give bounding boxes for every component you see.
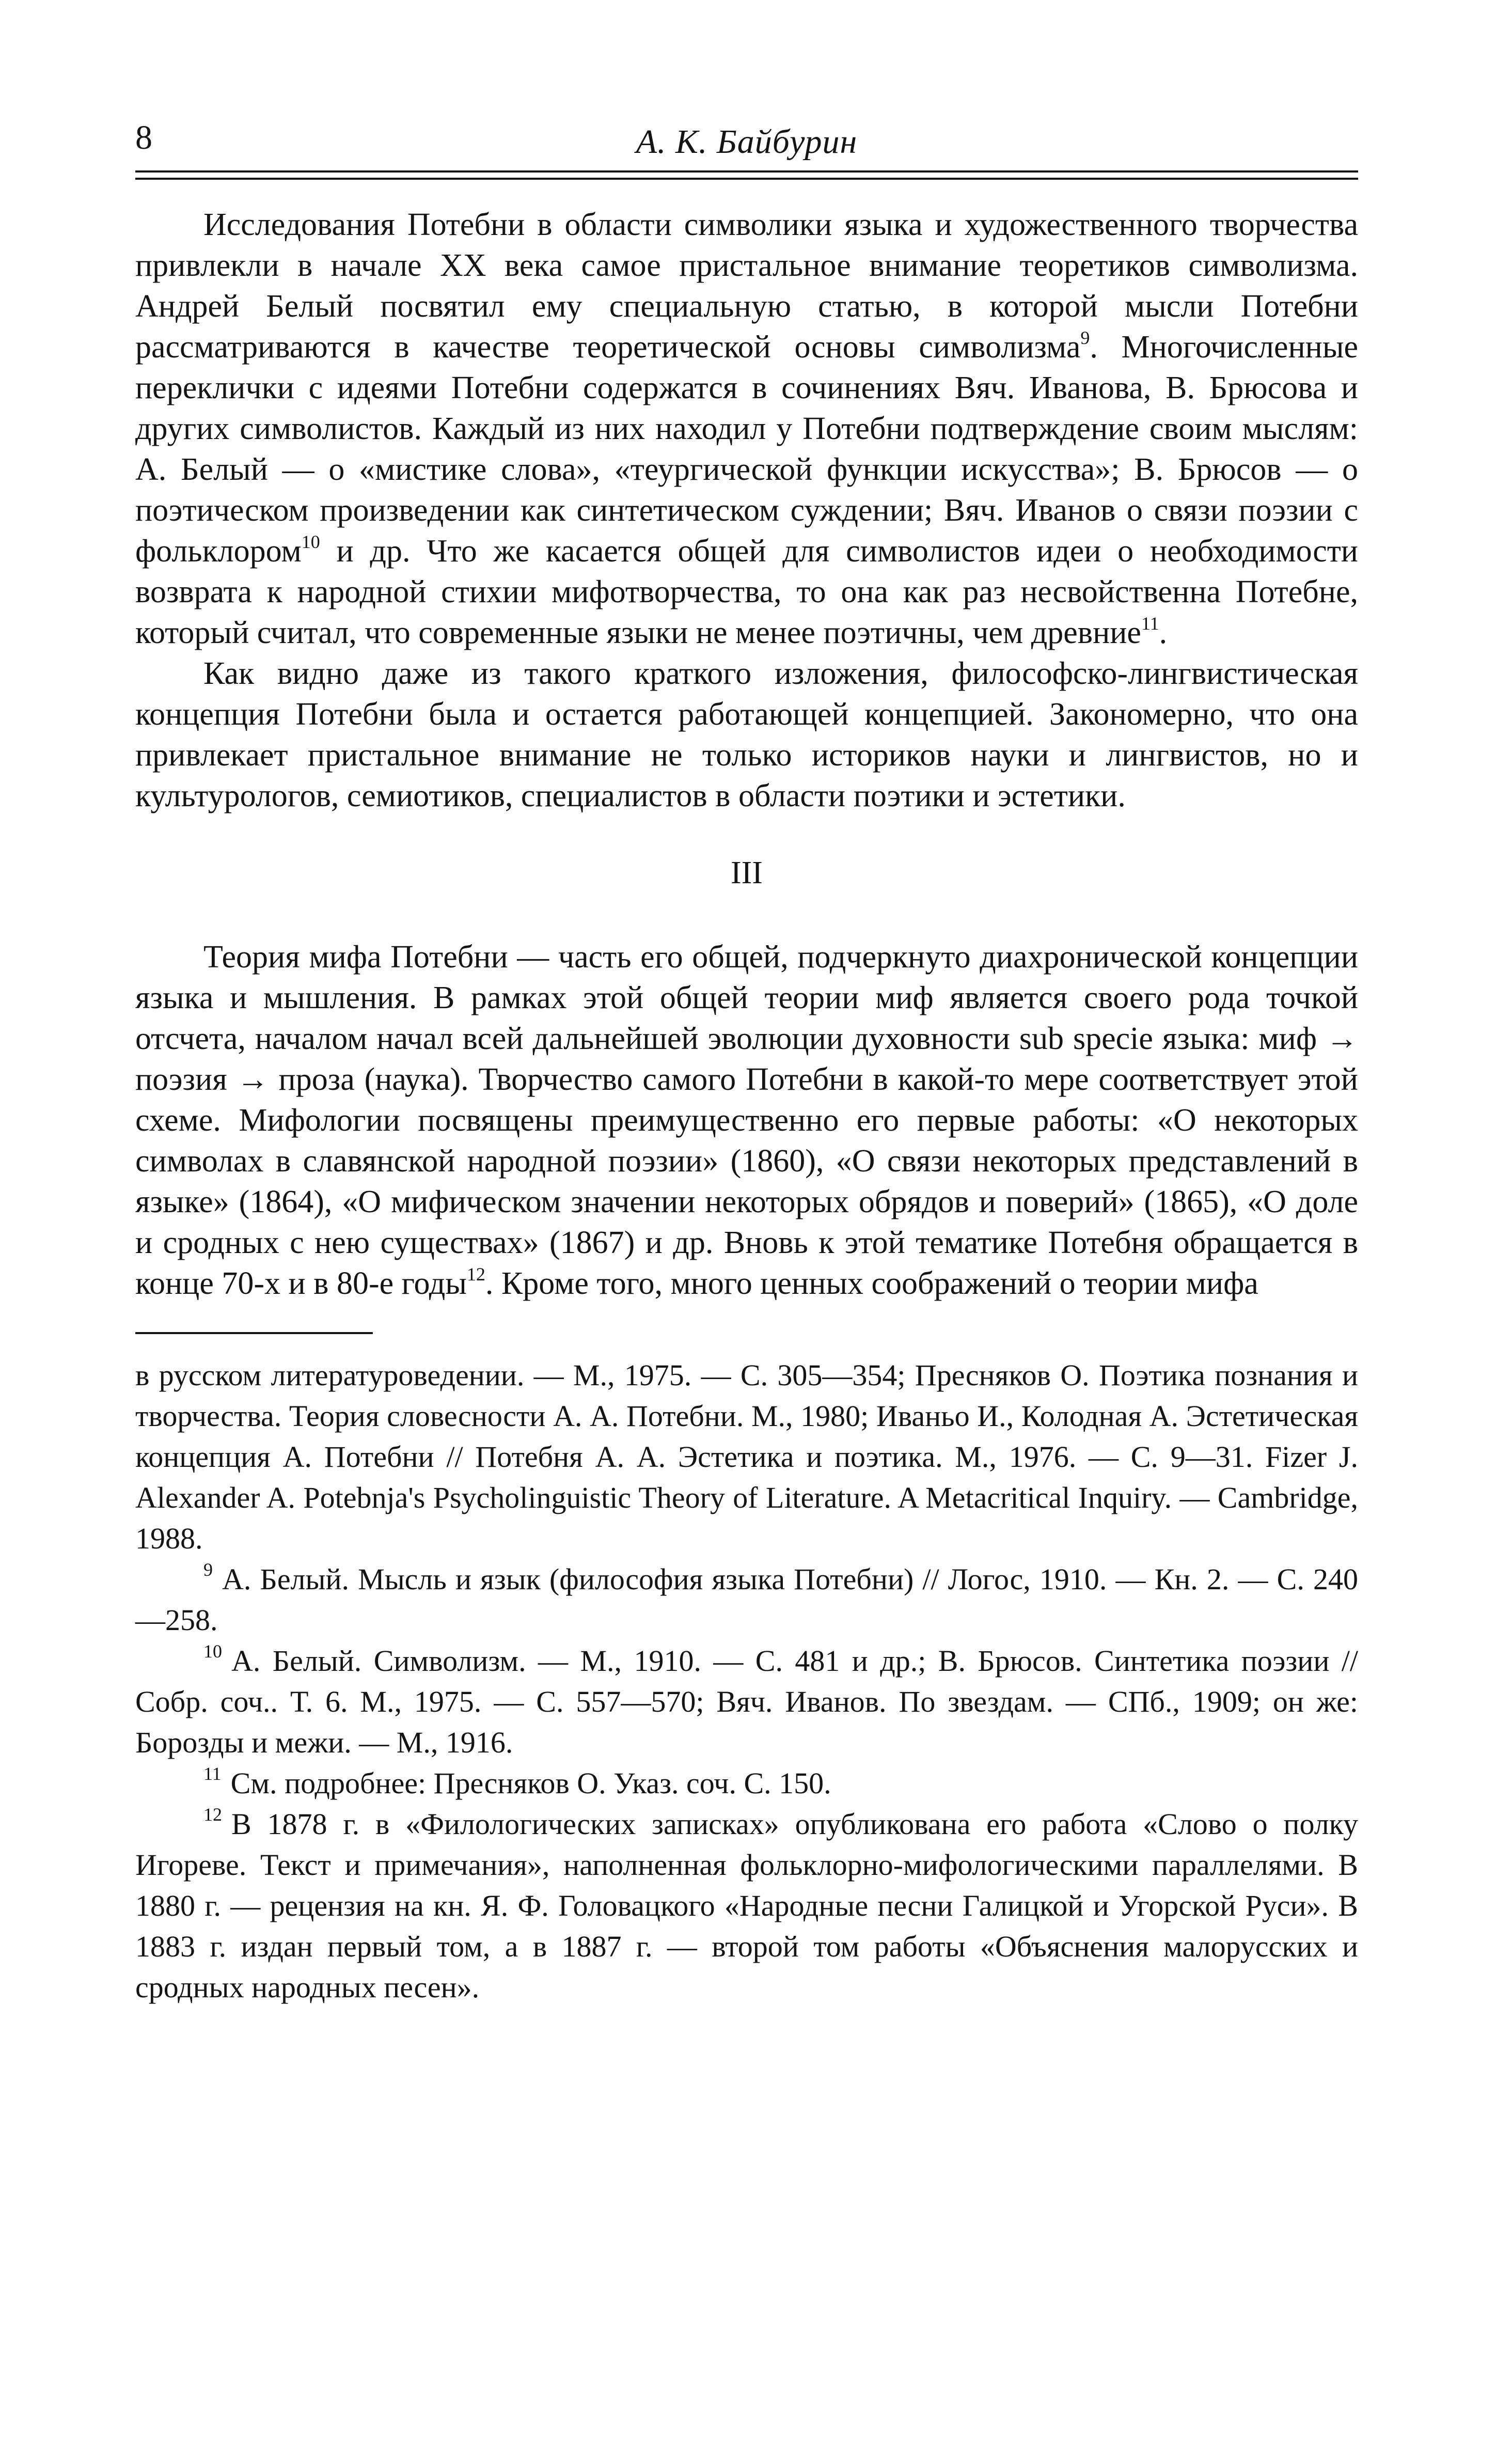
footnote-mark: 12 xyxy=(203,1804,222,1825)
book-page xyxy=(135,114,1358,2008)
paragraph-1-part-a: Исследования Потебни в области символики языка и художественного творчества привлекли в начале XX века самое пристальное внимание теоретиков символизма. Андрей Белый посвятил ему специальную статью, в которой мысли Потебни рассматриваются в качестве теоретической основы символизма xyxy=(135,207,1358,365)
footnote-ref-9[interactable]: 9 xyxy=(1080,327,1090,348)
footnote-ref-11[interactable]: 11 xyxy=(1141,613,1159,634)
footnote-ref-12[interactable]: 12 xyxy=(466,1264,485,1285)
paragraph-1 xyxy=(135,205,1358,653)
running-head xyxy=(135,114,1358,176)
footnote-9 xyxy=(135,1559,1358,1640)
footnote-mark: 10 xyxy=(203,1641,222,1662)
paragraph-1-part-c: и др. Что же касается общей для символистов идеи о необходимости возврата к народной стихии мифотворчества, то она как раз несвойственна Потебне, который считал, что современные языки не менее поэтичны, чем древние xyxy=(135,534,1358,650)
footnote-mark: 9 xyxy=(203,1559,213,1580)
paragraph-3-part-a: Теория мифа Потебни — часть его общей, подчеркнуто диахронической концепции языка и мышления. В рамках этой общей теории миф является своего рода точкой отсчета, началом начал всей дальнейшей эволюции духовности sub specie языка: миф → поэзия → проза (наука). Творчество самого Потебни в какой-то мере соответствует этой схеме. Мифологии посвящены преимущественно его первые работы: «О некоторых символах в славянской народной поэзии» (1860), «О связи некоторых представлений в языке» (1864), «О мифическом значении некоторых обрядов и поверий» (1865), «О доле и сродных с нею существах» (1867) и др. Вновь к этой тематике Потебня обращается в конце 70-х и в 80-е годы xyxy=(135,940,1358,1301)
footnote-continued: в русском литературоведении. — М., 1975. — С. 305—354; Пресняков О. Поэтика познания и творчества. Теория словесности А. А. Потебни. М., 1980; Иваньо И., Колодная А. Эстетическая концепция А. Потебни // Потебня А. А. Эстетика и поэтика. М., 1976. — С. 9—31. Fizer J. Alexander A. Potebnja's Psycholinguistic Theory of Literature. A Metacritical Inquiry. — Cambridge, 1988. xyxy=(135,1358,1358,1555)
running-title: А. К. Байбурин xyxy=(636,123,858,161)
footnote-separator xyxy=(135,1332,373,1334)
header-rule-top xyxy=(135,170,1358,173)
footnote-10 xyxy=(135,1640,1358,1763)
footnote-text: А. Белый. Символизм. — М., 1910. — С. 481 и др.; В. Брюсов. Синтетика поэзии // Собр. соч.. Т. 6. М., 1975. — С. 557—570; Вяч. Иванов. По звездам. — СПб., 1909; он же: Борозды и межи. — М., 1916. xyxy=(135,1644,1358,1759)
footnote-text: См. подробнее: Пресняков О. Указ. соч. С. 150. xyxy=(230,1766,831,1800)
footnote-text: В 1878 г. в «Филологических записках» опубликована его работа «Слово о полку Игореве. Текст и примечания», наполненная фольклорно-мифологическими параллелями. В 1880 г. — рецензия на кн. Я. Ф. Головацкого «Народные песни Галицкой и Угорской Руси». В 1883 г. издан первый том, а в 1887 г. — второй том работы «Объяснения малорусских и сродных народных песен». xyxy=(135,1807,1358,2004)
main-text xyxy=(135,205,1358,1304)
paragraph-3 xyxy=(135,937,1358,1304)
footnotes xyxy=(135,1355,1358,2008)
footnote-mark: 11 xyxy=(203,1763,222,1784)
paragraph-3-part-b: . Кроме того, много ценных соображений о теории мифа xyxy=(485,1266,1258,1301)
header-rule-bottom xyxy=(135,178,1358,180)
paragraph-1-part-d: . xyxy=(1159,615,1168,650)
footnote-11 xyxy=(135,1763,1358,1804)
paragraph-1-part-b: . Многочисленные переклички с идеями Потебни содержатся в сочинениях Вяч. Иванова, В. Брюсова и других символистов. Каждый из них находил у Потебни подтверждение своим мыслям: А. Белый — о «мистике слова», «теургической функции искусства»; В. Брюсов — о поэтическом произведении как синтетическом суждении; Вяч. Иванов о связи поэзии с фольклором xyxy=(135,330,1358,569)
footnote-ref-10[interactable]: 10 xyxy=(301,531,320,552)
footnote-12 xyxy=(135,1804,1358,2008)
section-heading: III xyxy=(731,855,763,890)
page-number: 8 xyxy=(135,119,152,156)
paragraph-2: Как видно даже из такого краткого изложения, философско-лингвистическая концепция Потебни была и остается работающей концепцией. Закономерно, что она привлекает пристальное внимание не только историков науки и лингвистов, но и культурологов, семиотиков, специалистов в области поэтики и эстетики. xyxy=(135,656,1358,813)
footnote-text: А. Белый. Мысль и язык (философия языка Потебни) // Логос, 1910. — Кн. 2. — С. 240—258. xyxy=(135,1562,1358,1637)
